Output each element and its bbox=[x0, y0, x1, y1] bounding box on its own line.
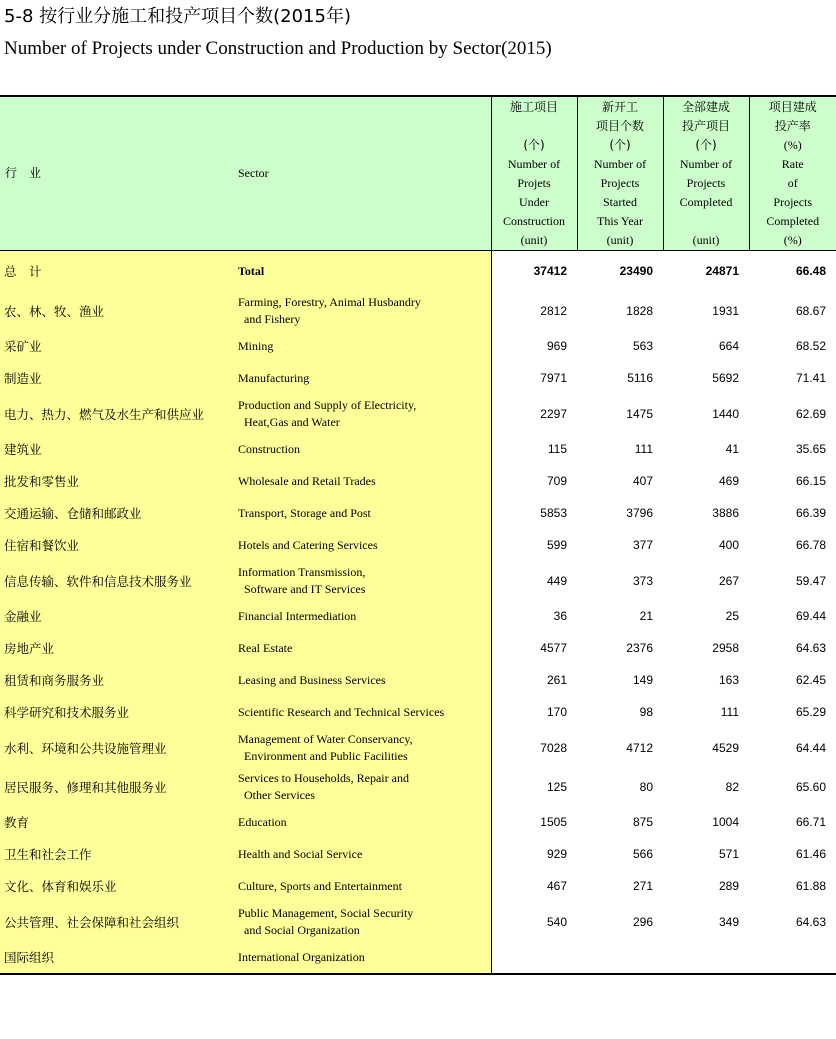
sector-projects-table bbox=[0, 95, 836, 975]
table-row bbox=[0, 664, 836, 696]
sector-name-en-line: Other Services bbox=[244, 787, 315, 802]
value-started: 377 bbox=[632, 538, 653, 552]
sector-name-en bbox=[232, 664, 491, 696]
sector-name-cn: 金融业 bbox=[0, 600, 232, 632]
header-rate-completed bbox=[749, 96, 836, 251]
value-rate: 66.48 bbox=[795, 264, 826, 278]
header-c3-unit-cn: (个) bbox=[695, 138, 717, 152]
value-started: 296 bbox=[632, 914, 653, 929]
sector-name-en-line: Culture, Sports and Entertainment bbox=[238, 878, 402, 893]
header-c2-en-4: This Year bbox=[596, 214, 643, 228]
value-under-construction: 969 bbox=[546, 339, 567, 353]
value-under-construction: 467 bbox=[546, 879, 567, 893]
value-completed: 5692 bbox=[712, 371, 739, 385]
value-started: 23490 bbox=[619, 264, 653, 278]
value-under-construction: 7971 bbox=[540, 371, 567, 385]
value-started: 373 bbox=[632, 573, 653, 588]
sector-name-en-line: Total bbox=[238, 263, 265, 278]
sector-name-cn: 总 计 bbox=[0, 251, 232, 292]
sector-name-en bbox=[232, 632, 491, 664]
sector-name-en-line: Mining bbox=[238, 338, 274, 353]
table-row bbox=[0, 465, 836, 497]
sector-name-en-line: Software and IT Services bbox=[244, 581, 366, 596]
sector-name-cn: 批发和零售业 bbox=[0, 465, 232, 497]
value-completed: 4529 bbox=[712, 740, 739, 755]
value-under-construction: 2812 bbox=[540, 303, 567, 318]
value-rate: 65.29 bbox=[795, 705, 826, 719]
header-c1-unit: (unit) bbox=[520, 233, 548, 247]
value-started bbox=[577, 941, 663, 974]
sector-name-cn: 住宿和餐饮业 bbox=[0, 529, 232, 561]
sector-name-en bbox=[232, 941, 491, 974]
sector-name-en-line: and Fishery bbox=[244, 311, 301, 326]
value-under-construction: 599 bbox=[546, 538, 567, 552]
table-row bbox=[0, 696, 836, 728]
header-c2-unit-cn: (个) bbox=[609, 138, 631, 152]
sector-name-en-line: and Social Organization bbox=[244, 922, 360, 937]
value-under-construction: 7028 bbox=[540, 740, 567, 755]
sector-name-en-line: Manufacturing bbox=[238, 370, 310, 385]
header-c3-en-1: Number of bbox=[679, 157, 733, 171]
sector-name-en bbox=[232, 870, 491, 902]
table-row bbox=[0, 561, 836, 600]
value-under-construction: 929 bbox=[546, 847, 567, 861]
sector-name-cn: 教育 bbox=[0, 806, 232, 838]
sector-name-cn: 文化、体育和娱乐业 bbox=[0, 870, 232, 902]
sector-name-en bbox=[232, 291, 491, 330]
header-c1-en-2: Projets bbox=[517, 176, 551, 190]
sector-name-en bbox=[232, 330, 491, 362]
table-row bbox=[0, 728, 836, 767]
table-row bbox=[0, 838, 836, 870]
sector-name-en-line: Financial Intermediation bbox=[238, 608, 357, 623]
sector-name-en-line: Construction bbox=[238, 441, 300, 456]
header-c3-en-2: Projects bbox=[686, 176, 726, 190]
header-c1-unit-cn: (个) bbox=[523, 138, 545, 152]
value-started: 111 bbox=[634, 442, 653, 456]
header-c4-en-4: Completed bbox=[766, 214, 820, 228]
sector-name-en-line: Education bbox=[238, 814, 287, 829]
header-started-this-year bbox=[577, 96, 663, 251]
value-started: 407 bbox=[632, 474, 653, 488]
sector-name-en-line: Real Estate bbox=[238, 640, 293, 655]
sector-name-cn: 信息传输、软件和信息技术服务业 bbox=[0, 561, 232, 600]
value-rate: 59.47 bbox=[795, 573, 826, 588]
table-row bbox=[0, 394, 836, 433]
header-c3-cn-2: 投产项目 bbox=[681, 119, 730, 133]
header-c1-en-3: Under bbox=[519, 195, 549, 209]
sector-name-en-line: Hotels and Catering Services bbox=[238, 537, 378, 552]
sector-name-cn: 卫生和社会工作 bbox=[0, 838, 232, 870]
header-c3-cn-1: 全部建成 bbox=[681, 100, 730, 114]
sector-name-en bbox=[232, 600, 491, 632]
value-completed: 571 bbox=[718, 847, 739, 861]
value-started: 1475 bbox=[626, 406, 653, 421]
value-started: 4712 bbox=[626, 740, 653, 755]
header-c4-en-2: of bbox=[787, 176, 798, 190]
header-c4-cn-1: 项目建成 bbox=[768, 100, 817, 114]
value-completed: 25 bbox=[725, 609, 739, 623]
value-rate: 61.46 bbox=[795, 847, 826, 861]
page-title-english: Number of Projects under Construction and Production by Sector(2015) bbox=[4, 38, 552, 59]
table-body bbox=[0, 251, 836, 975]
value-under-construction: 709 bbox=[546, 474, 567, 488]
value-completed: 349 bbox=[718, 914, 739, 929]
header-sector-cn: 行 业 bbox=[0, 96, 232, 251]
value-under-construction: 115 bbox=[547, 442, 567, 456]
value-completed: 469 bbox=[718, 474, 739, 488]
value-rate: 69.44 bbox=[795, 609, 826, 623]
sector-name-en-line: Services to Households, Repair and bbox=[238, 770, 409, 785]
value-completed: 2958 bbox=[712, 641, 739, 655]
value-rate: 64.63 bbox=[795, 641, 826, 655]
value-under-construction: 540 bbox=[546, 914, 567, 929]
table-row bbox=[0, 330, 836, 362]
value-rate: 62.69 bbox=[795, 406, 826, 421]
header-c2-cn-2: 项目个数 bbox=[595, 119, 644, 133]
header-c2-unit: (unit) bbox=[606, 233, 634, 247]
value-completed: 1440 bbox=[712, 406, 739, 421]
value-rate: 62.45 bbox=[795, 673, 826, 687]
sector-name-en bbox=[232, 362, 491, 394]
header-c2-en-1: Number of bbox=[593, 157, 647, 171]
sector-name-en bbox=[232, 497, 491, 529]
value-started: 80 bbox=[639, 779, 653, 794]
page-title-chinese: 5-8 按行业分施工和投产项目个数(2015年) bbox=[4, 6, 351, 27]
sector-name-en bbox=[232, 806, 491, 838]
value-under-construction: 170 bbox=[546, 705, 567, 719]
sector-name-en-line: Information Transmission, bbox=[238, 564, 366, 579]
value-completed: 400 bbox=[718, 538, 739, 552]
sector-name-en bbox=[232, 696, 491, 728]
sector-name-en-line: Transport, Storage and Post bbox=[238, 505, 371, 520]
sector-name-en-line: Production and Supply of Electricity, bbox=[238, 397, 417, 412]
value-completed: 24871 bbox=[705, 264, 739, 278]
header-c1-en-1: Number of bbox=[507, 157, 561, 171]
table-row bbox=[0, 362, 836, 394]
value-started: 566 bbox=[632, 847, 653, 861]
value-completed: 82 bbox=[725, 779, 739, 794]
value-under-construction: 5853 bbox=[540, 506, 567, 520]
value-rate: 61.88 bbox=[795, 879, 826, 893]
table-row bbox=[0, 941, 836, 974]
value-rate: 71.41 bbox=[795, 371, 826, 385]
value-completed: 267 bbox=[718, 573, 739, 588]
sector-name-en bbox=[232, 728, 491, 767]
sector-name-en-line: Leasing and Business Services bbox=[238, 672, 386, 687]
header-c4-cn-2: 投产率 bbox=[774, 119, 811, 133]
value-started: 1828 bbox=[626, 303, 653, 318]
sector-name-cn: 租赁和商务服务业 bbox=[0, 664, 232, 696]
table-row bbox=[0, 767, 836, 806]
sector-name-cn: 采矿业 bbox=[0, 330, 232, 362]
header-completed bbox=[663, 96, 749, 251]
value-completed: 664 bbox=[718, 339, 739, 353]
value-rate: 64.44 bbox=[795, 740, 826, 755]
header-c4-en-1: Rate bbox=[781, 157, 804, 171]
value-under-construction: 2297 bbox=[540, 406, 567, 421]
value-started: 563 bbox=[632, 339, 653, 353]
sector-name-en bbox=[232, 394, 491, 433]
sector-name-cn: 国际组织 bbox=[0, 941, 232, 974]
sector-name-cn: 建筑业 bbox=[0, 433, 232, 465]
header-c4-unit-cn: (%) bbox=[783, 138, 802, 152]
value-under-construction: 1505 bbox=[540, 815, 567, 829]
sector-name-en bbox=[232, 465, 491, 497]
value-started: 271 bbox=[632, 879, 653, 893]
header-c2-en-3: Started bbox=[603, 195, 637, 209]
table-row bbox=[0, 600, 836, 632]
value-started: 3796 bbox=[626, 506, 653, 520]
value-rate bbox=[749, 941, 836, 974]
value-rate: 68.52 bbox=[795, 339, 826, 353]
value-under-construction: 449 bbox=[546, 573, 567, 588]
value-completed: 111 bbox=[720, 705, 739, 719]
sector-name-cn: 居民服务、修理和其他服务业 bbox=[0, 767, 232, 806]
sector-name-cn: 房地产业 bbox=[0, 632, 232, 664]
value-rate: 64.63 bbox=[795, 914, 826, 929]
sector-name-en bbox=[232, 561, 491, 600]
table-row bbox=[0, 291, 836, 330]
value-rate: 66.39 bbox=[795, 506, 826, 520]
header-sector-en: Sector bbox=[232, 96, 491, 251]
table-row bbox=[0, 497, 836, 529]
header-c2-en-2: Projects bbox=[600, 176, 640, 190]
sector-name-en bbox=[232, 433, 491, 465]
sector-name-en-line: Farming, Forestry, Animal Husbandry bbox=[238, 294, 421, 309]
header-c4-en-3: Projects bbox=[773, 195, 813, 209]
value-under-construction: 261 bbox=[546, 673, 567, 687]
table-row bbox=[0, 251, 836, 292]
sector-name-en bbox=[232, 902, 491, 941]
sector-name-cn: 水利、环境和公共设施管理业 bbox=[0, 728, 232, 767]
value-under-construction: 125 bbox=[546, 779, 567, 794]
header-c3-en-3: Completed bbox=[679, 195, 733, 209]
table-row bbox=[0, 433, 836, 465]
sector-name-cn: 科学研究和技术服务业 bbox=[0, 696, 232, 728]
sector-name-en-line: Health and Social Service bbox=[238, 846, 363, 861]
value-rate: 35.65 bbox=[795, 442, 826, 456]
value-started: 2376 bbox=[626, 641, 653, 655]
sector-name-cn: 农、林、牧、渔业 bbox=[0, 291, 232, 330]
value-completed: 1931 bbox=[712, 303, 739, 318]
value-completed: 163 bbox=[718, 673, 739, 687]
sector-name-en-line: Heat,Gas and Water bbox=[244, 414, 340, 429]
value-started: 21 bbox=[639, 609, 653, 623]
value-completed: 1004 bbox=[712, 815, 739, 829]
value-started: 875 bbox=[632, 815, 653, 829]
sector-name-en-line: Scientific Research and Technical Services bbox=[238, 704, 445, 719]
sector-name-cn: 公共管理、社会保障和社会组织 bbox=[0, 902, 232, 941]
header-c1-en-4: Construction bbox=[503, 214, 565, 228]
sector-name-en-line: Environment and Public Facilities bbox=[244, 748, 408, 763]
header-under-construction bbox=[491, 96, 577, 251]
table-row bbox=[0, 902, 836, 941]
table-row bbox=[0, 806, 836, 838]
value-started: 5116 bbox=[627, 371, 653, 385]
header-c1-cn: 施工项目 bbox=[509, 100, 558, 114]
sector-name-en bbox=[232, 767, 491, 806]
value-under-construction: 37412 bbox=[533, 264, 567, 278]
value-under-construction bbox=[491, 941, 577, 974]
value-completed: 289 bbox=[718, 879, 739, 893]
header-c4-unit: (%) bbox=[783, 233, 802, 247]
table-row bbox=[0, 632, 836, 664]
value-rate: 66.15 bbox=[795, 474, 826, 488]
sector-name-en-line: Public Management, Social Security bbox=[238, 905, 414, 920]
sector-name-en-line: Management of Water Conservancy, bbox=[238, 731, 413, 746]
sector-name-en bbox=[232, 838, 491, 870]
sector-name-cn: 交通运输、仓储和邮政业 bbox=[0, 497, 232, 529]
value-under-construction: 36 bbox=[553, 609, 567, 623]
value-rate: 66.78 bbox=[795, 538, 826, 552]
sector-name-cn: 电力、热力、燃气及水生产和供应业 bbox=[0, 394, 232, 433]
header-c2-cn-1: 新开工 bbox=[601, 100, 638, 114]
value-completed: 41 bbox=[725, 442, 739, 456]
sector-name-en bbox=[232, 251, 491, 292]
value-rate: 68.67 bbox=[795, 303, 826, 318]
header-c3-unit: (unit) bbox=[692, 233, 720, 247]
value-completed: 3886 bbox=[712, 506, 739, 520]
sector-name-en-line: International Organization bbox=[238, 949, 365, 964]
value-started: 149 bbox=[632, 673, 653, 687]
value-completed bbox=[663, 941, 749, 974]
sector-name-en-line: Wholesale and Retail Trades bbox=[238, 473, 376, 488]
value-started: 98 bbox=[639, 705, 653, 719]
sector-name-cn: 制造业 bbox=[0, 362, 232, 394]
table-row bbox=[0, 529, 836, 561]
table-row bbox=[0, 870, 836, 902]
value-rate: 65.60 bbox=[795, 779, 826, 794]
value-rate: 66.71 bbox=[795, 815, 826, 829]
value-under-construction: 4577 bbox=[540, 641, 567, 655]
sector-name-en bbox=[232, 529, 491, 561]
